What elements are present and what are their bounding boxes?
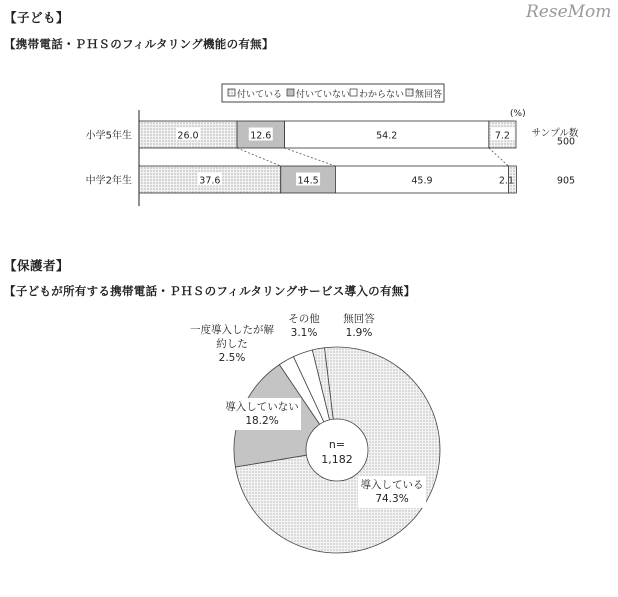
bar-value-1-0: 37.6	[199, 175, 221, 187]
chart-title-parents: 【子どもが所有する携帯電話・ＰＨＳのフィルタリングサービス導入の有無】	[4, 284, 416, 298]
legend-label-3: 無回答	[415, 90, 443, 100]
slice-label-2-line-1: 約した	[216, 338, 248, 350]
unit-label: (%)	[510, 109, 526, 119]
connector-3	[489, 148, 509, 166]
slice-label-2-line-2: 2.5%	[218, 352, 246, 364]
stacked-bar-chart	[0, 80, 618, 210]
slice-label-0-line-0: 導入している	[360, 479, 424, 491]
section-heading-parents: 【保護者】	[4, 258, 70, 273]
connector-2	[285, 148, 336, 166]
connector-1	[237, 148, 281, 166]
sample-header: サンプル数	[531, 128, 579, 139]
slice-label-1-line-1: 18.2%	[245, 415, 279, 427]
legend-swatch-2	[350, 89, 357, 96]
category-label-1: 中学2年生	[85, 175, 132, 187]
legend-label-0: 付いている	[237, 90, 283, 100]
bar-value-0-3: 7.2	[494, 130, 510, 142]
center-label-total: 1,182	[321, 453, 353, 466]
legend-label-1: 付いていない	[296, 90, 351, 100]
pie-chart	[0, 300, 618, 597]
slice-label-3-line-0: その他	[288, 313, 320, 325]
slice-label-2-line-0: 一度導入したが解	[190, 324, 274, 336]
legend-label-2: わからない	[359, 90, 405, 100]
legend-swatch-0	[228, 89, 235, 96]
slice-label-0-line-1: 74.3%	[375, 493, 409, 505]
bar-value-1-2: 45.9	[411, 175, 433, 187]
legend-swatch-1	[287, 89, 294, 96]
legend-swatch-3	[406, 89, 413, 96]
watermark-logo: ReseMom	[526, 2, 612, 22]
sample-value-1: 905	[556, 175, 576, 187]
bar-value-0-2: 54.2	[376, 130, 398, 142]
slice-label-3-line-1: 3.1%	[290, 327, 318, 339]
bar-value-1-3: 2.1	[498, 175, 514, 187]
category-label-0: 小学5年生	[85, 130, 132, 142]
bar-value-1-1: 14.5	[297, 175, 319, 187]
center-label-n: n=	[328, 438, 346, 451]
section-heading-children: 【子ども】	[4, 10, 70, 25]
chart-title-children: 【携帯電話・ＰＨＳのフィルタリング機能の有無】	[4, 37, 274, 51]
sample-value-0: 500	[556, 136, 576, 148]
slice-label-1-line-0: 導入していない	[225, 401, 299, 413]
bar-value-0-0: 26.0	[177, 130, 199, 142]
slice-label-4-line-1: 1.9%	[345, 327, 373, 339]
slice-label-4-line-0: 無回答	[343, 313, 375, 325]
bar-value-0-1: 12.6	[250, 130, 272, 142]
